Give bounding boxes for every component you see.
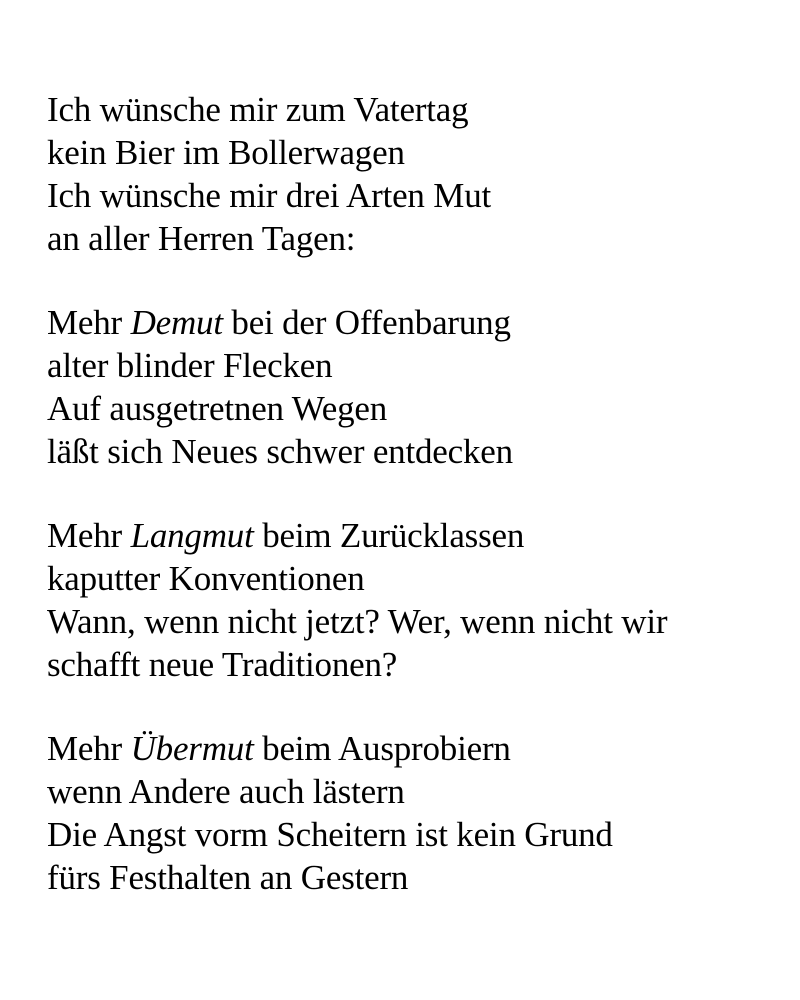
poem-line: kein Bier im Bollerwagen	[47, 133, 405, 172]
poem-line	[47, 727, 787, 770]
line-suffix: bei der Offenbarung	[222, 303, 511, 342]
poem-line: Wann, wenn nicht jetzt? Wer, wenn nicht wir	[47, 602, 668, 641]
poem-line: wenn Andere auch lästern	[47, 772, 405, 811]
poem-line: fürs Festhalten an Gestern	[47, 858, 409, 897]
stanza-4	[47, 727, 787, 899]
line-suffix: beim Zurücklassen	[253, 516, 525, 555]
poem-line: kaputter Konventionen	[47, 559, 365, 598]
stanza-1	[47, 88, 787, 260]
poem-line	[47, 301, 787, 344]
poem-line: Auf ausgetretnen Wegen	[47, 389, 388, 428]
emphasized-word: Langmut	[130, 516, 254, 555]
emphasized-word: Übermut	[130, 729, 254, 768]
line-prefix: Mehr	[47, 729, 131, 768]
emphasized-word: Demut	[130, 303, 223, 342]
line-prefix: Mehr	[47, 516, 131, 555]
stanza-3	[47, 514, 787, 686]
line-prefix: Mehr	[47, 303, 131, 342]
poem-line	[47, 514, 787, 557]
poem-line: an aller Herren Tagen:	[47, 219, 356, 258]
poem	[47, 88, 787, 940]
poem-line: läßt sich Neues schwer entdecken	[47, 432, 513, 471]
poem-line: alter blinder Flecken	[47, 346, 333, 385]
stanza-2	[47, 301, 787, 473]
poem-line: Ich wünsche mir drei Arten Mut	[47, 176, 492, 215]
poem-line: schafft neue Traditionen?	[47, 645, 398, 684]
poem-line: Die Angst vorm Scheitern ist kein Grund	[47, 815, 613, 854]
poem-line: Ich wünsche mir zum Vatertag	[47, 90, 469, 129]
line-suffix: beim Ausprobiern	[253, 729, 511, 768]
